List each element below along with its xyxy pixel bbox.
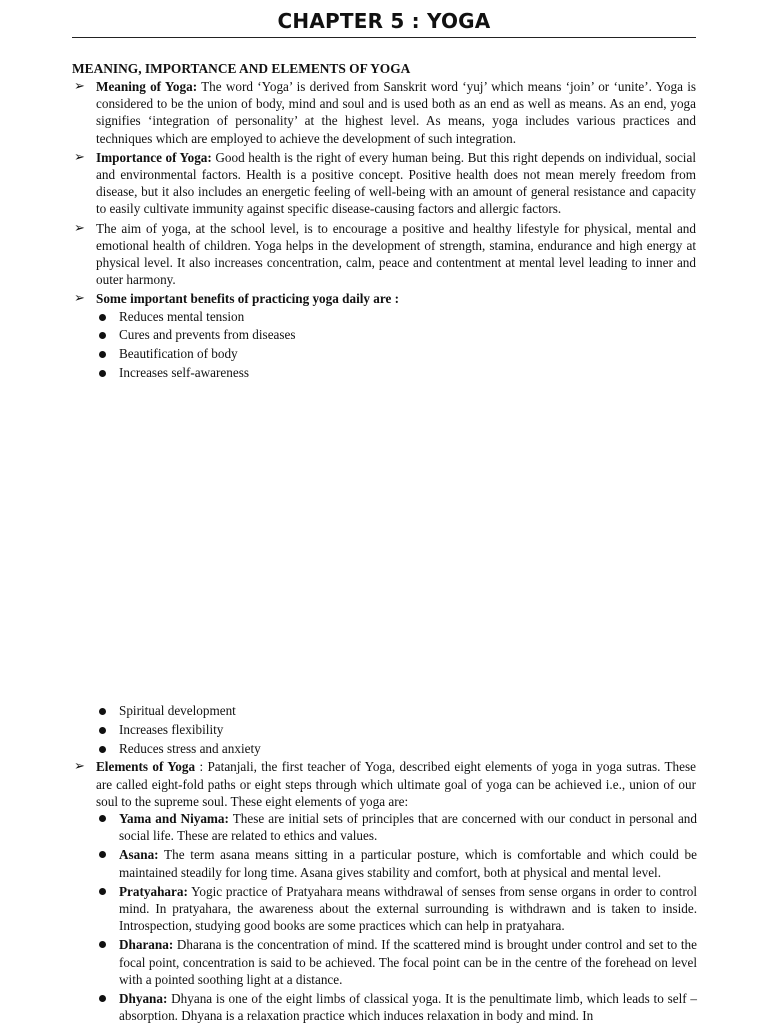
section-heading: MEANING, IMPORTANCE AND ELEMENTS OF YOGA xyxy=(72,61,411,76)
chapter-title: CHAPTER 5 : YOGA xyxy=(277,9,491,33)
aim-text: The aim of yoga, at the school level, is to encourage a positive and healthy lifestyle for physical, mental and emotional health of children. Yoga helps in the development of strength, stamina, endurance and high energy at physical level. It also increases concentration, calm, peace and contentment at mental level leading to inner and outer harmony. xyxy=(96,220,696,288)
list-item: Reduces stress and anxiety xyxy=(119,740,697,759)
meaning-label: Meaning of Yoga: xyxy=(96,79,198,94)
list-item: Cures and prevents from diseases xyxy=(119,326,697,345)
arrow-bullet-icon: ➢ xyxy=(74,220,85,236)
list-item: Spiritual development xyxy=(119,702,697,721)
lower-content xyxy=(0,702,768,1024)
element-dharana: Dharana: Dharana is the concentration of mind. If the scattered mind is brought under control and set to the focal point, concentration is said to be achieved. The focal point can be in the centre of the forehead on level with a pointed soothing light at a distance. xyxy=(119,936,697,988)
element-dhyana: Dhyana: Dhyana is one of the eight limbs of classical yoga. It is the penultimate limb, which leads to self – absorption. Dhyana is a relaxation practice which induces relaxation in body and mind. In xyxy=(119,990,697,1024)
meaning-paragraph xyxy=(74,78,696,147)
elements-label: Elements of Yoga xyxy=(96,759,196,775)
bullet-dot-icon xyxy=(99,888,106,895)
bullet-dot-icon xyxy=(99,746,106,753)
benefits-heading xyxy=(74,290,696,307)
list-item: Increases flexibility xyxy=(119,721,697,740)
elements-paragraph xyxy=(74,758,696,810)
importance-paragraph xyxy=(74,149,696,218)
bullet-dot-icon xyxy=(99,851,106,858)
element-asana: Asana: The term asana means sitting in a particular posture, which is comfortable and which could be maintained steadily for long time. Asana gives stability and comfort, both at physical and mental level. xyxy=(119,846,697,880)
bullet-dot-icon xyxy=(99,815,106,822)
arrow-bullet-icon: ➢ xyxy=(74,149,85,165)
benefits-label: Some important benefits of practicing yoga daily are : xyxy=(96,291,400,307)
arrow-bullet-icon: ➢ xyxy=(74,79,85,94)
aim-paragraph xyxy=(74,220,696,289)
arrow-bullet-icon: ➢ xyxy=(74,291,85,307)
title-rule xyxy=(72,37,696,38)
bullet-dot-icon xyxy=(99,314,106,321)
bullet-dot-icon xyxy=(99,351,106,358)
upper-content xyxy=(0,78,768,383)
meaning-text: The word ‘Yoga’ is derived from Sanskrit word ‘yuj’ which means ‘join’ or ‘unite’. Yoga is considered to be the union of body, mind and soul and is used both as an end as well as means. As an end, yoga signifies ‘integration of personality’ at the highest level. As means, yoga includes various practices and techniques which are employed to achieve the development of such integration. xyxy=(96,79,696,146)
list-item: Beautification of body xyxy=(119,345,697,364)
list-item: Reduces mental tension xyxy=(119,308,697,327)
importance-text: Good health is the right of every human being. But this right depends on individual, social and environmental factors. Health is a positive concept. Positive health does not mean merely freedom from disease, but it also includes an energetic feeling of well-being with an amount of general resistance and capacity to easily cultivate immunity against specific disease-causing factors and allergic factors. xyxy=(96,149,696,217)
elements-text: : Patanjali, the first teacher of Yoga, described eight elements of yoga in yoga sutras. These are called eight-fold paths or eight steps through which ultimate goal of yoga can be achieved i.e., union of our soul to the supreme soul. These eight elements of yoga are: xyxy=(96,759,696,809)
bullet-dot-icon xyxy=(99,941,106,948)
element-pratyahara: Pratyahara: Yogic practice of Pratyahara means withdrawal of senses from sense organs in order to control mind. In pratyahara, the awareness about the external surrounding is withdrawn and is taken to inside. Introspection, studying good books are some practices which can help in pratyahara. xyxy=(119,883,697,935)
bullet-dot-icon xyxy=(99,727,106,734)
element-yama-niyama: Yama and Niyama: These are initial sets of principles that are concerned with our conduct in personal and social life. These are related to ethics and values. xyxy=(119,810,697,844)
bullet-dot-icon xyxy=(99,332,106,339)
list-item: Increases self-awareness xyxy=(119,364,697,383)
bullet-dot-icon xyxy=(99,370,106,377)
arrow-bullet-icon: ➢ xyxy=(74,759,85,775)
bullet-dot-icon xyxy=(99,995,106,1002)
importance-label: Importance of Yoga: xyxy=(96,149,212,165)
bullet-dot-icon xyxy=(99,708,106,715)
